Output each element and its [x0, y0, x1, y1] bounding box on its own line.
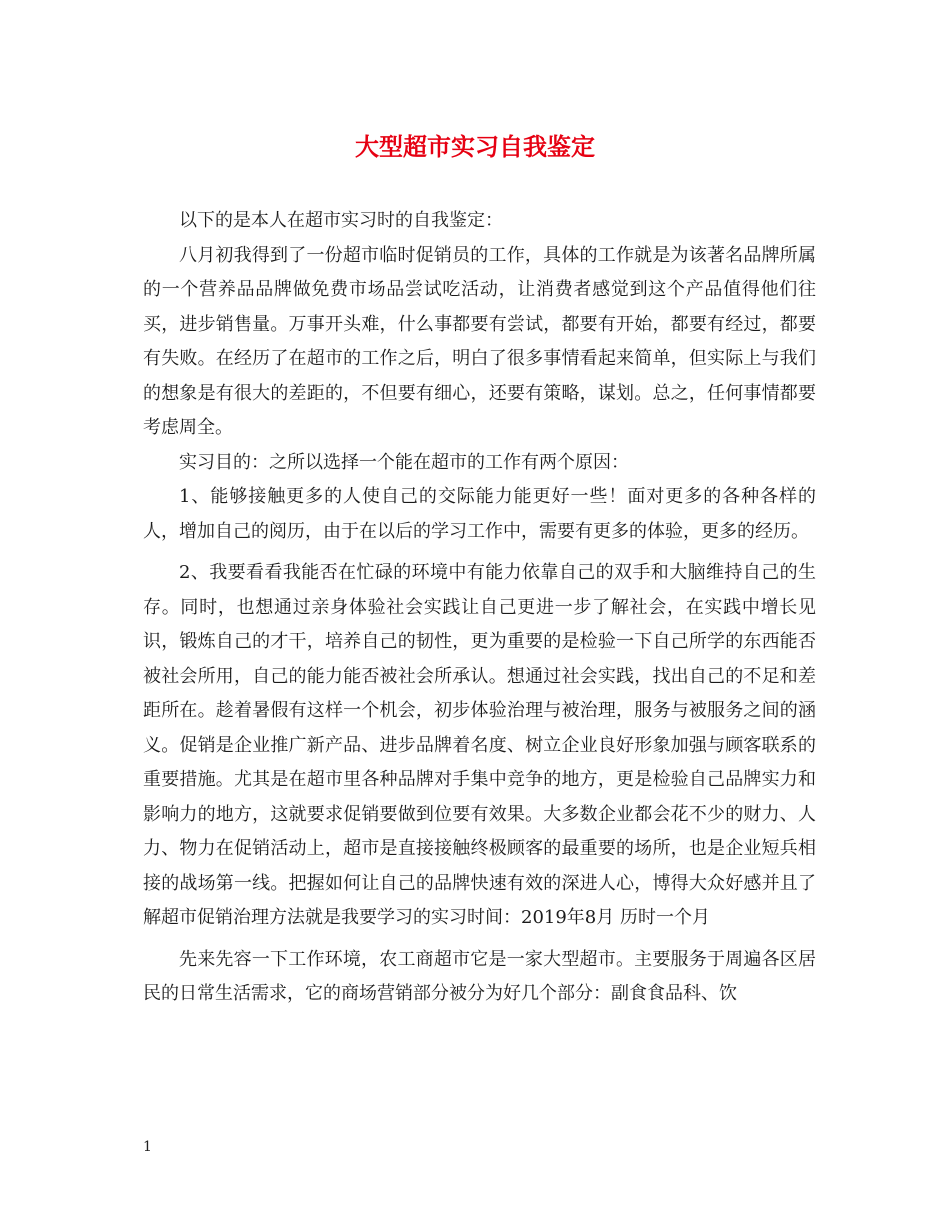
- paragraph-purpose: 实习目的：之所以选择一个能在超市的工作有两个原因：: [179, 451, 629, 473]
- paragraph-experience: 八月初我得到了一份超市临时促销员的工作，具体的工作就是为该著名品牌所属的一个营养品品牌做免费市场品尝试吃活动，让消费者感觉到这个产品值得他们往买，进步销售量。万事开头难，什么事都要有尝试，都要有开始，都要有经过，都要有失败。在经历了在超市的工作之后，明白了很多事情看起来简单，但实际上与我们的想象是有很大的差距的，不但要有细心，还要有策略，谋划。总之，任何事情都要考虑周全。: [143, 244, 816, 438]
- document-body: [143, 204, 816, 1012]
- page-number: 1: [143, 1139, 152, 1155]
- paragraph-environment: 先来先容一下工作环境，农工商超市它是一家大型超市。主要服务于周遍各区居民的日常生活需求，它的商场营销部分被分为好几个部分：副食食品科、饮: [143, 948, 816, 1004]
- paragraph-reason-2: 2、我要看看我能否在忙碌的环境中有能力依靠自己的双手和大脑维持自己的生存。同时，也想通过亲身体验社会实践让自己更进一步了解社会，在实践中增长见识，锻炼自己的才干，培养自己的韧性，更为重要的是检验一下自己所学的东西能否被社会所用，自己的能力能否被社会所承认。想通过社会实践，找出自己的不足和差距所在。趁着暑假有这样一个机会，初步体验治理与被治理，服务与被服务之间的涵义。促销是企业推广新产品、进步品牌着名度、树立企业良好形象加强与顾客联系的重要措施。尤其是在超市里各种品牌对手集中竞争的地方，更是检验自己品牌实力和影响力的地方，这就要求促销要做到位要有效果。大多数企业都会花不少的财力、人力、物力在促销活动上，超市是直接接触终极顾客的最重要的场所，也是企业短兵相接的战场第一线。把握如何让自己的品牌快速有效的深进人心，博得大众好感并且了解超市促销治理方法就是我要学习的实习时间：2019年8月 历时一个月: [143, 562, 816, 928]
- paragraph-reason-1: 1、能够接触更多的人使自己的交际能力能更好一些！面对更多的各种各样的人，增加自己的阅历，由于在以后的学习工作中，需要有更多的体验，更多的经历。: [143, 486, 816, 542]
- document-title: 大型超市实习自我鉴定: [355, 133, 595, 161]
- paragraph-intro: 以下的是本人在超市实习时的自我鉴定：: [179, 210, 503, 231]
